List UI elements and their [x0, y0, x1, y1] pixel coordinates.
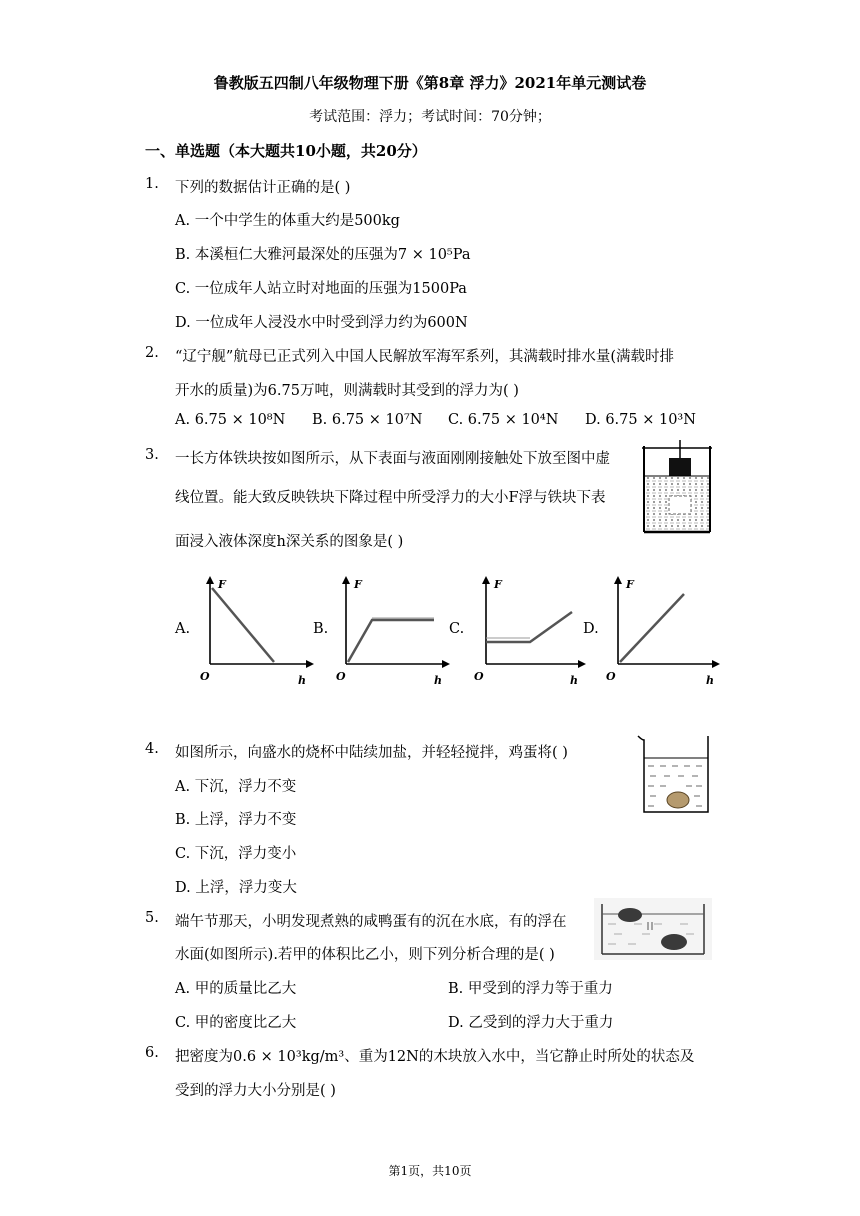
- q1-option-b: B. 本溪桓仁大雅河最深处的压强为7 × 10⁵Pa: [175, 247, 471, 263]
- q3-graph-d: [604, 574, 720, 686]
- section-title: 一、单选题（本大题共10小题，共20分）: [145, 142, 427, 160]
- q6-number: 6.: [145, 1045, 159, 1061]
- q3-graph-b-axis-f: F: [354, 578, 362, 591]
- q2-option-a: A. 6.75 × 10⁸N: [175, 412, 286, 428]
- q2-line1: “辽宁舰”航母已正式列入中国人民解放军海军系列，其满载时排水量(满载时排: [175, 349, 674, 365]
- q1-option-d: D. 一位成年人浸没水中时受到浮力约为600N: [175, 315, 468, 331]
- q3-graph-a-axis-h: h: [298, 674, 306, 686]
- q3-option-b-label: B.: [313, 621, 329, 637]
- q3-line2: 线位置。能大致反映铁块下降过程中所受浮力的大小F浮与铁块下表: [175, 490, 606, 506]
- iron-block-beaker-figure: [640, 440, 720, 536]
- q5-line1: 端午节那天，小明发现煮熟的咸鸭蛋有的沉在水底，有的浮在: [175, 914, 567, 930]
- q2-line2: 开水的质量)为6.75万吨，则满载时其受到的浮力为( ): [175, 383, 519, 399]
- q3-graph-b-origin: O: [336, 670, 346, 683]
- q5-option-c: C. 甲的密度比乙大: [175, 1015, 297, 1031]
- q3-graph-c-origin: O: [474, 670, 484, 683]
- q3-option-a-label: A.: [175, 621, 191, 637]
- q3-line1: 一长方体铁块按如图所示，从下表面与液面刚刚接触处下放至图中虚: [175, 451, 610, 467]
- q1-stem: 下列的数据估计正确的是( ): [175, 180, 351, 196]
- q3-graph-a-axis-f: F: [218, 578, 226, 591]
- q4-option-b: B. 上浮，浮力不变: [175, 812, 297, 828]
- q3-graph-d-origin: O: [606, 670, 616, 683]
- page-footer: 第1页，共10页: [388, 1164, 472, 1178]
- q2-option-c: C. 6.75 × 10⁴N: [448, 412, 559, 428]
- duck-egg-figure: [594, 898, 712, 960]
- q3-graph-c: [470, 574, 586, 686]
- q3-option-c-label: C.: [449, 621, 465, 637]
- egg-beaker-figure: [636, 732, 714, 816]
- q3-option-d-label: D.: [583, 621, 599, 637]
- q4-option-d: D. 上浮，浮力变大: [175, 880, 297, 896]
- q4-number: 4.: [145, 741, 159, 757]
- q3-line3: 面浸入液体深度h深关系的图象是( ): [175, 534, 404, 550]
- q1-option-c: C. 一位成年人站立时对地面的压强为1500Pa: [175, 281, 467, 297]
- exam-info: 考试范围：浮力；考试时间：70分钟；: [309, 109, 551, 125]
- q1-option-a: A. 一个中学生的体重大约是500kg: [175, 213, 400, 229]
- q4-stem: 如图所示，向盛水的烧杯中陆续加盐，并轻轻搅拌，鸡蛋将( ): [175, 745, 568, 761]
- q3-graph-c-axis-h: h: [570, 674, 578, 686]
- q3-graph-c-axis-f: F: [494, 578, 502, 591]
- q5-line2: 水面(如图所示).若甲的体积比乙小，则下列分析合理的是( ): [175, 947, 555, 963]
- q4-option-a: A. 下沉，浮力不变: [175, 779, 297, 795]
- page-title: 鲁教版五四制八年级物理下册《第8章 浮力》2021年单元测试卷: [213, 74, 647, 92]
- q3-graph-d-axis-h: h: [706, 674, 714, 686]
- q3-graph-a-origin: O: [200, 670, 210, 683]
- q5-option-b: B. 甲受到的浮力等于重力: [448, 981, 613, 997]
- q5-option-d: D. 乙受到的浮力大于重力: [448, 1015, 614, 1031]
- q5-number: 5.: [145, 910, 159, 926]
- q3-graph-b-axis-h: h: [434, 674, 442, 686]
- q6-line2: 受到的浮力大小分别是( ): [175, 1083, 336, 1099]
- q3-graph-b: [334, 574, 450, 686]
- q4-option-c: C. 下沉，浮力变小: [175, 846, 297, 862]
- q2-option-b: B. 6.75 × 10⁷N: [312, 412, 423, 428]
- q2-option-d: D. 6.75 × 10³N: [585, 412, 696, 428]
- q3-graph-a: [198, 574, 314, 686]
- q2-number: 2.: [145, 345, 159, 361]
- q3-number: 3.: [145, 447, 159, 463]
- q1-number: 1.: [145, 176, 159, 192]
- q6-line1: 把密度为0.6 × 10³kg/m³、重为12N的木块放入水中，当它静止时所处的状态及: [175, 1049, 695, 1065]
- q5-option-a: A. 甲的质量比乙大: [175, 981, 297, 997]
- q3-graph-d-axis-f: F: [626, 578, 634, 591]
